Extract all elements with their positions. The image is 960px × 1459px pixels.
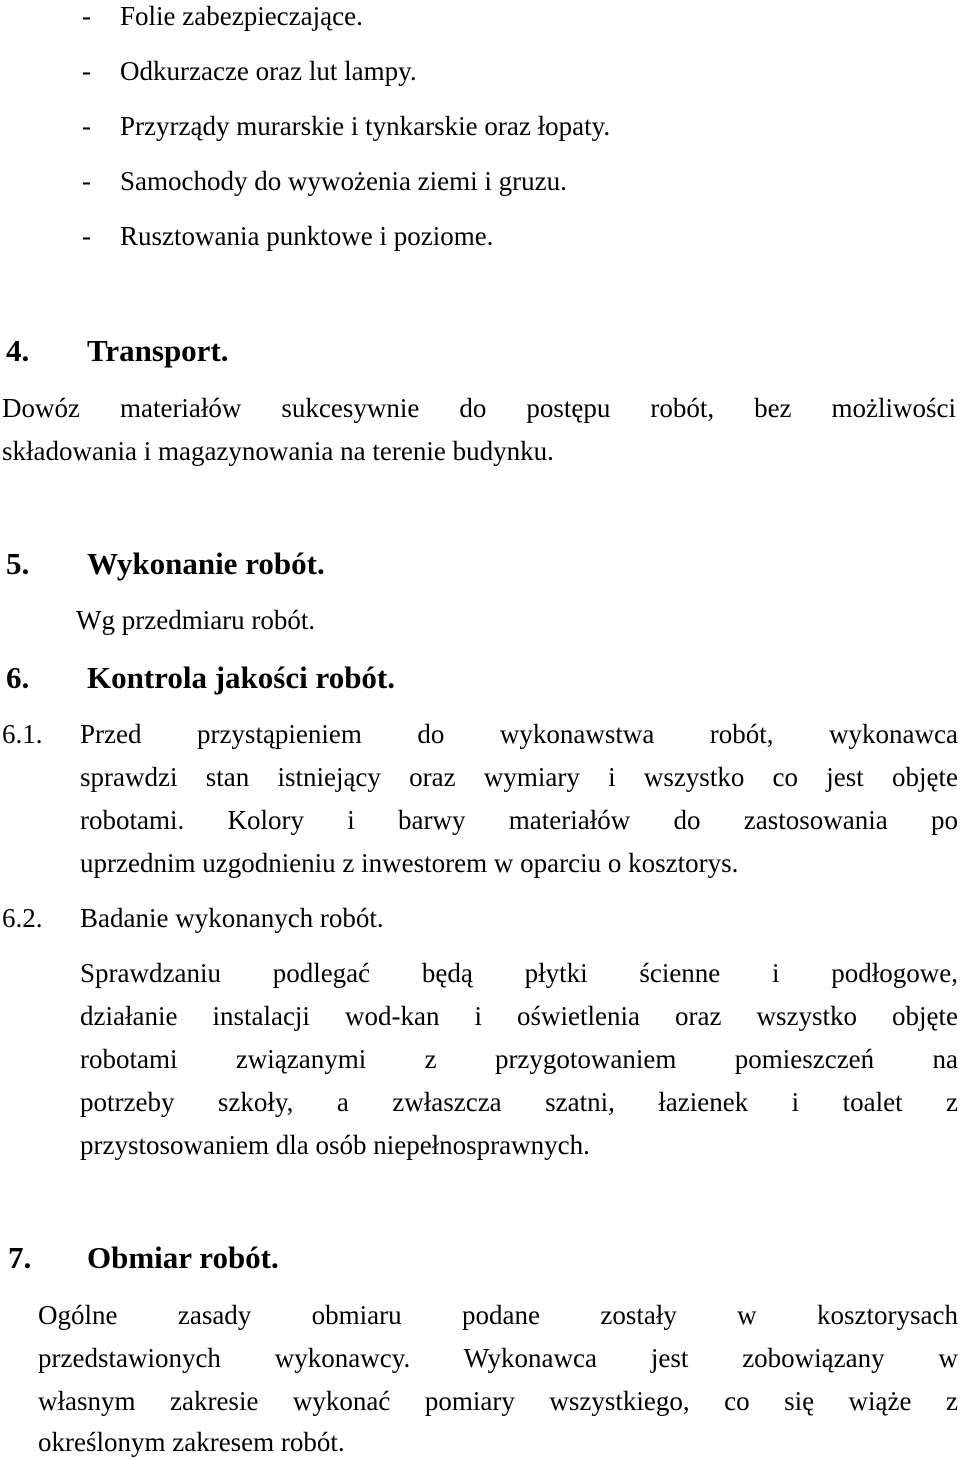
bullet-dash: - [82, 56, 91, 86]
paragraph-line: własnym zakresie wykonać pomiary wszystkiego, co się wiąże z [38, 1386, 958, 1416]
bullet-dash: - [82, 111, 91, 141]
list-item: Samochody do wywożenia ziemi i gruzu. [120, 166, 567, 196]
paragraph-line: robotami związanymi z przygotowaniem pomieszczeń na [80, 1044, 958, 1074]
list-item: Przyrządy murarskie i tynkarskie oraz łopaty. [120, 111, 611, 141]
list-item: Rusztowania punktowe i poziome. [120, 221, 494, 251]
paragraph-line: działanie instalacji wod-kan i oświetlenia oraz wszystko objęte [80, 1001, 958, 1031]
subsection-number: 6.1. [2, 719, 43, 749]
subsection-number: 6.2. [2, 903, 43, 933]
section-number: 4. [6, 333, 30, 368]
paragraph-line: Sprawdzaniu podlegać będą płytki ścienne i podłogowe, [80, 958, 958, 988]
section-number: 6. [6, 660, 30, 695]
subsection-title: Badanie wykonanych robót. [80, 903, 384, 933]
section-title: Obmiar robót. [87, 1240, 279, 1275]
paragraph-line: przystosowaniem dla osób niepełnosprawnych. [80, 1130, 590, 1160]
section-number: 5. [6, 546, 30, 581]
paragraph-line: Dowóz materiałów sukcesywnie do postępu robót, bez możliwości [2, 393, 956, 423]
paragraph-line: określonym zakresem robót. [38, 1427, 345, 1457]
paragraph-line: sprawdzi stan istniejący oraz wymiary i wszystko co jest objęte [80, 762, 958, 792]
paragraph-line: potrzeby szkoły, a zwłaszcza szatni, łazienek i toalet z [80, 1087, 958, 1117]
paragraph-line: uprzednim uzgodnieniu z inwestorem w oparciu o kosztorys. [80, 848, 739, 878]
section-title: Wykonanie robót. [87, 546, 325, 581]
section-text: Wg przedmiaru robót. [76, 605, 316, 635]
paragraph-line: przedstawionych wykonawcy. Wykonawca jest zobowiązany w [38, 1343, 958, 1373]
paragraph-line: Ogólne zasady obmiaru podane zostały w kosztorysach [38, 1300, 958, 1330]
paragraph-line: składowania i magazynowania na terenie budynku. [2, 436, 554, 466]
bullet-dash: - [82, 166, 91, 196]
list-item: Odkurzacze oraz lut lampy. [120, 56, 417, 86]
section-title: Kontrola jakości robót. [87, 660, 396, 695]
section-title: Transport. [87, 333, 229, 368]
paragraph-line: Przed przystąpieniem do wykonawstwa robót, wykonawca [80, 719, 958, 749]
section-number: 7. [8, 1240, 32, 1275]
paragraph-line: robotami. Kolory i barwy materiałów do zastosowania po [80, 805, 958, 835]
bullet-dash: - [82, 221, 91, 251]
list-item: Folie zabezpieczające. [120, 1, 363, 31]
bullet-dash: - [82, 1, 91, 31]
